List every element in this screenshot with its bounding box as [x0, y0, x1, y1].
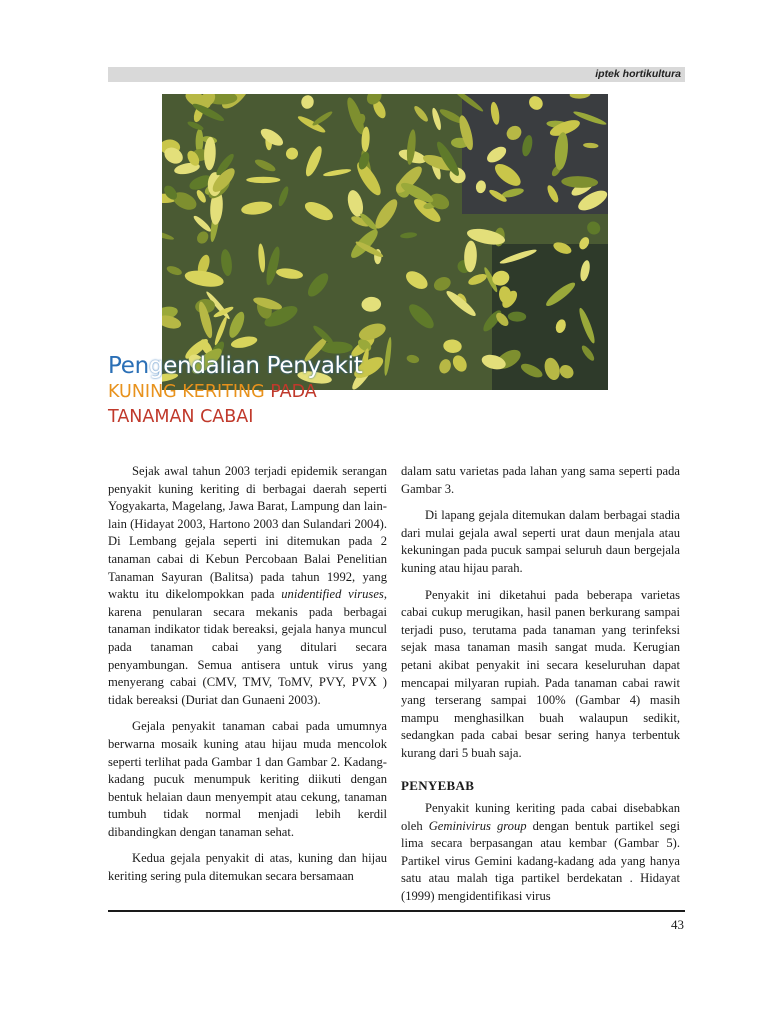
paragraph-text: Penyakit kuning keriting pada cabai disebabkan oleh — [401, 801, 680, 833]
paragraph-italic: unidentified viruses — [281, 587, 384, 602]
paragraph: Penyakit ini diketahui pada beberapa varietas cabai cukup merugikan, hasil panen berkurang sampai terjadi puso, terutama pada tanaman yang terinfeksi sejak masa tanaman masih sangat muda. Kerugian petani akibat penyakit ini secara keseluruhan dapat mencapai milyaran rupiah. Pada tanaman cabai rawit yang terserang sampai 100% (Gambar 4) masih mampu menghasilkan buah walaupun sedikit, sedangkan pada cabai besar sering hanya terbentuk kurang dari 5 buah saja. — [401, 587, 680, 760]
chili-plant-photo — [162, 94, 608, 390]
paragraph-text: Sejak awal tahun 2003 terjadi epidemik serangan penyakit kuning keriting di berbagai daerah seperti Yogyakarta, Magelang, Jawa Barat, Lampung dan lain-lain (Hidayat 2003, Hartono 2003 dan Sulandari 2004). Di Lembang gejala seperti ini ditemukan pada 2 tanaman cabai di Kebun Percobaan Balai Penelitian Tanaman Sayuran (Balitsa) pada tahun 1992, yang waktu itu dikelompokkan pada — [108, 464, 387, 602]
paragraph-italic: Geminivirus group — [428, 818, 527, 833]
title-line-2 — [108, 380, 363, 405]
paragraph — [108, 463, 387, 709]
header-bar — [108, 67, 685, 82]
title-line-1 — [108, 352, 363, 380]
section-label: iptek hortikultura — [595, 68, 681, 80]
right-column — [401, 463, 680, 915]
footer-rule — [108, 910, 685, 912]
page-number: 43 — [671, 917, 684, 932]
title-line-2-part-1: KUNING KERITING — [108, 382, 271, 402]
left-column — [108, 463, 387, 895]
title-line-1-part-2: gendalian Penyakit — [148, 353, 363, 379]
paragraph: Gejala penyakit tanaman cabai pada umumnya berwarna mosaik kuning atau hijau muda mencolok seperti terlihat pada Gambar 1 dan Gambar 2. Kadang-kadang pucuk menumpuk keriting diikuti dengan bentuk helaian daun menyempit atau cekung, tanaman tumbuh tidak normal menjadi lebih kerdil dibandingkan dengan tanaman sehat. — [108, 719, 387, 839]
paragraph: Kedua gejala penyakit di atas, kuning dan hijau keriting sering pula ditemukan secara bersamaan — [108, 851, 387, 884]
paragraph-text: , karena penularan secara mekanis pada berbagai tanaman indikator tidak bereaksi, gejala hanya muncul pada tanaman cabai yang ditulari secara penyambungan. Semua antisera untuk virus yang menyerang cabai (CMV, TMV, ToMV, PVY, PVX ) tidak bereaksi (Duriat dan Gunaeni 2003). — [108, 587, 387, 707]
title-line-2-part-2: PADA — [270, 382, 317, 402]
title-line-1-part-1: Pen — [108, 353, 149, 379]
paragraph: dalam satu varietas pada lahan yang sama seperti pada Gambar 3. — [401, 464, 680, 496]
section-heading: PENYEBAB — [401, 777, 475, 793]
title-line-3: TANAMAN CABAI — [108, 407, 254, 427]
chili-plant-illustration — [162, 94, 608, 390]
paragraph — [401, 800, 680, 906]
paragraph-text: dengan bentuk partikel segi lima secara berpasangan atau kembar (Gambar 5). Partikel virus Gemini kadang-kadang ada yang hanya satu atau malah tiga partikel berdekatan . Hidayat (1999) mengidentifikasi virus — [401, 818, 680, 904]
paragraph: Di lapang gejala ditemukan dalam berbagai stadia dari mulai gejala awal seperti urat daun menjala atau kekuningan pada pucuk sampai seluruh daun bergejala kuning atau hijau parah. — [401, 508, 680, 575]
article-title — [108, 352, 363, 430]
